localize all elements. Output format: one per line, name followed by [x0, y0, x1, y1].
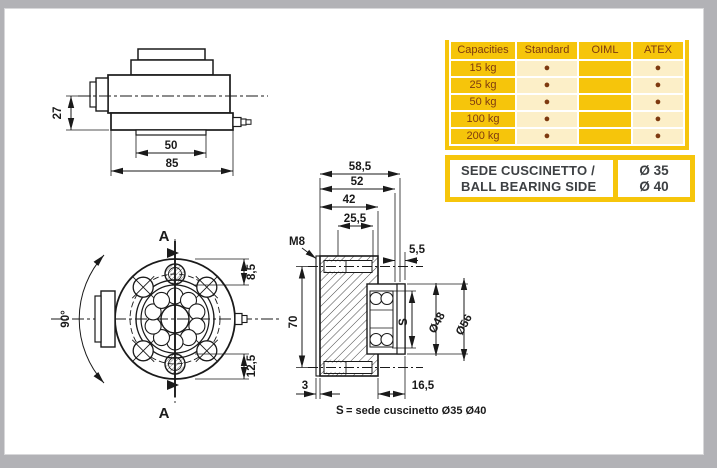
bearing-diameter-2: Ø 40 — [639, 178, 669, 194]
side-view-drawing — [33, 23, 278, 188]
dim-42: 42 — [342, 194, 356, 206]
cell-top-step2 — [138, 49, 205, 60]
dim-27: 27 — [52, 106, 64, 120]
table-row — [451, 95, 683, 110]
oiml-dot — [579, 61, 631, 76]
cell-body — [108, 75, 230, 113]
connector-cap — [95, 296, 101, 342]
dim-o48: Ø48 — [427, 310, 448, 336]
capacities-table — [449, 40, 685, 146]
capacity-cell: 25 kg — [451, 78, 515, 93]
paper-sheet — [4, 8, 704, 455]
dim-12-5: 12,5 — [246, 354, 258, 378]
section-arrow-top — [167, 248, 179, 258]
section-label-top: A — [158, 228, 170, 245]
caption-text: = sede cuscinetto Ø35 Ø40 — [346, 405, 487, 417]
bearing-side-values — [618, 160, 690, 197]
dim-16-5: 16,5 — [411, 380, 435, 392]
cable-gland-end — [246, 120, 251, 125]
table-row — [451, 112, 683, 127]
dim-85: 85 — [165, 158, 179, 170]
atex-dot: ● — [633, 61, 683, 76]
front-view-drawing — [33, 205, 298, 433]
atex-dot: ● — [633, 78, 683, 93]
dim-3: 3 — [301, 380, 309, 392]
table-row — [451, 129, 683, 144]
dim-8-5: 8,5 — [246, 264, 258, 280]
dim-25-5: 25,5 — [343, 213, 367, 225]
standard-dot: ● — [517, 78, 577, 93]
dim-52: 52 — [350, 176, 364, 188]
dim-58-5: 58,5 — [348, 161, 372, 173]
oiml-dot — [579, 112, 631, 127]
capacity-cell: 15 kg — [451, 61, 515, 76]
capacity-cell: 200 kg — [451, 129, 515, 144]
table-row — [451, 61, 683, 76]
standard-dot: ● — [517, 112, 577, 127]
standard-dot: ● — [517, 61, 577, 76]
atex-dot: ● — [633, 95, 683, 110]
dim-s: S — [398, 318, 410, 326]
standard-dot: ● — [517, 129, 577, 144]
header-standard: Standard — [517, 42, 577, 59]
caption-key: S — [336, 405, 344, 417]
dim-90: 90° — [60, 310, 72, 328]
capacity-cell: 100 kg — [451, 112, 515, 127]
dim-50: 50 — [164, 140, 178, 152]
header-capacities: Capacities — [451, 42, 515, 59]
bearing-side-line2: BALL BEARING SIDE — [461, 178, 597, 194]
capacity-cell: 50 kg — [451, 95, 515, 110]
bearing-diameter-1: Ø 35 — [639, 162, 669, 178]
oiml-dot — [579, 95, 631, 110]
dim-o56: Ø56 — [454, 312, 475, 338]
thread-label: M8 — [289, 236, 305, 248]
header-atex: ATEX — [633, 42, 683, 59]
bearing-side-line1: SEDE CUSCINETTO / — [461, 162, 595, 178]
oiml-dot — [579, 78, 631, 93]
section-arrow-bottom — [167, 380, 179, 390]
header-oiml: OIML — [579, 42, 631, 59]
oiml-dot — [579, 129, 631, 144]
cell-flange — [111, 113, 233, 130]
atex-dot: ● — [633, 112, 683, 127]
section-label-bottom: A — [158, 405, 170, 422]
bearing-side-box — [445, 155, 695, 202]
table-row — [451, 78, 683, 93]
cell-top-step1 — [131, 60, 213, 75]
cable-gland-tip — [241, 119, 246, 125]
cable-gland — [233, 118, 241, 127]
atex-dot: ● — [633, 129, 683, 144]
standard-dot: ● — [517, 95, 577, 110]
cell-bottom-plate — [136, 130, 206, 135]
connector-cap — [90, 82, 96, 107]
capacities-table-frame — [445, 40, 689, 150]
connector — [96, 78, 108, 111]
connector — [101, 291, 115, 347]
dim-70: 70 — [288, 315, 300, 329]
bearing-side-labels — [450, 160, 613, 197]
cable-gland-tip — [242, 316, 247, 323]
table-header-row — [451, 42, 683, 59]
dim-5-5: 5,5 — [409, 244, 425, 256]
cable-gland — [235, 314, 242, 325]
thread-leader — [302, 248, 316, 259]
